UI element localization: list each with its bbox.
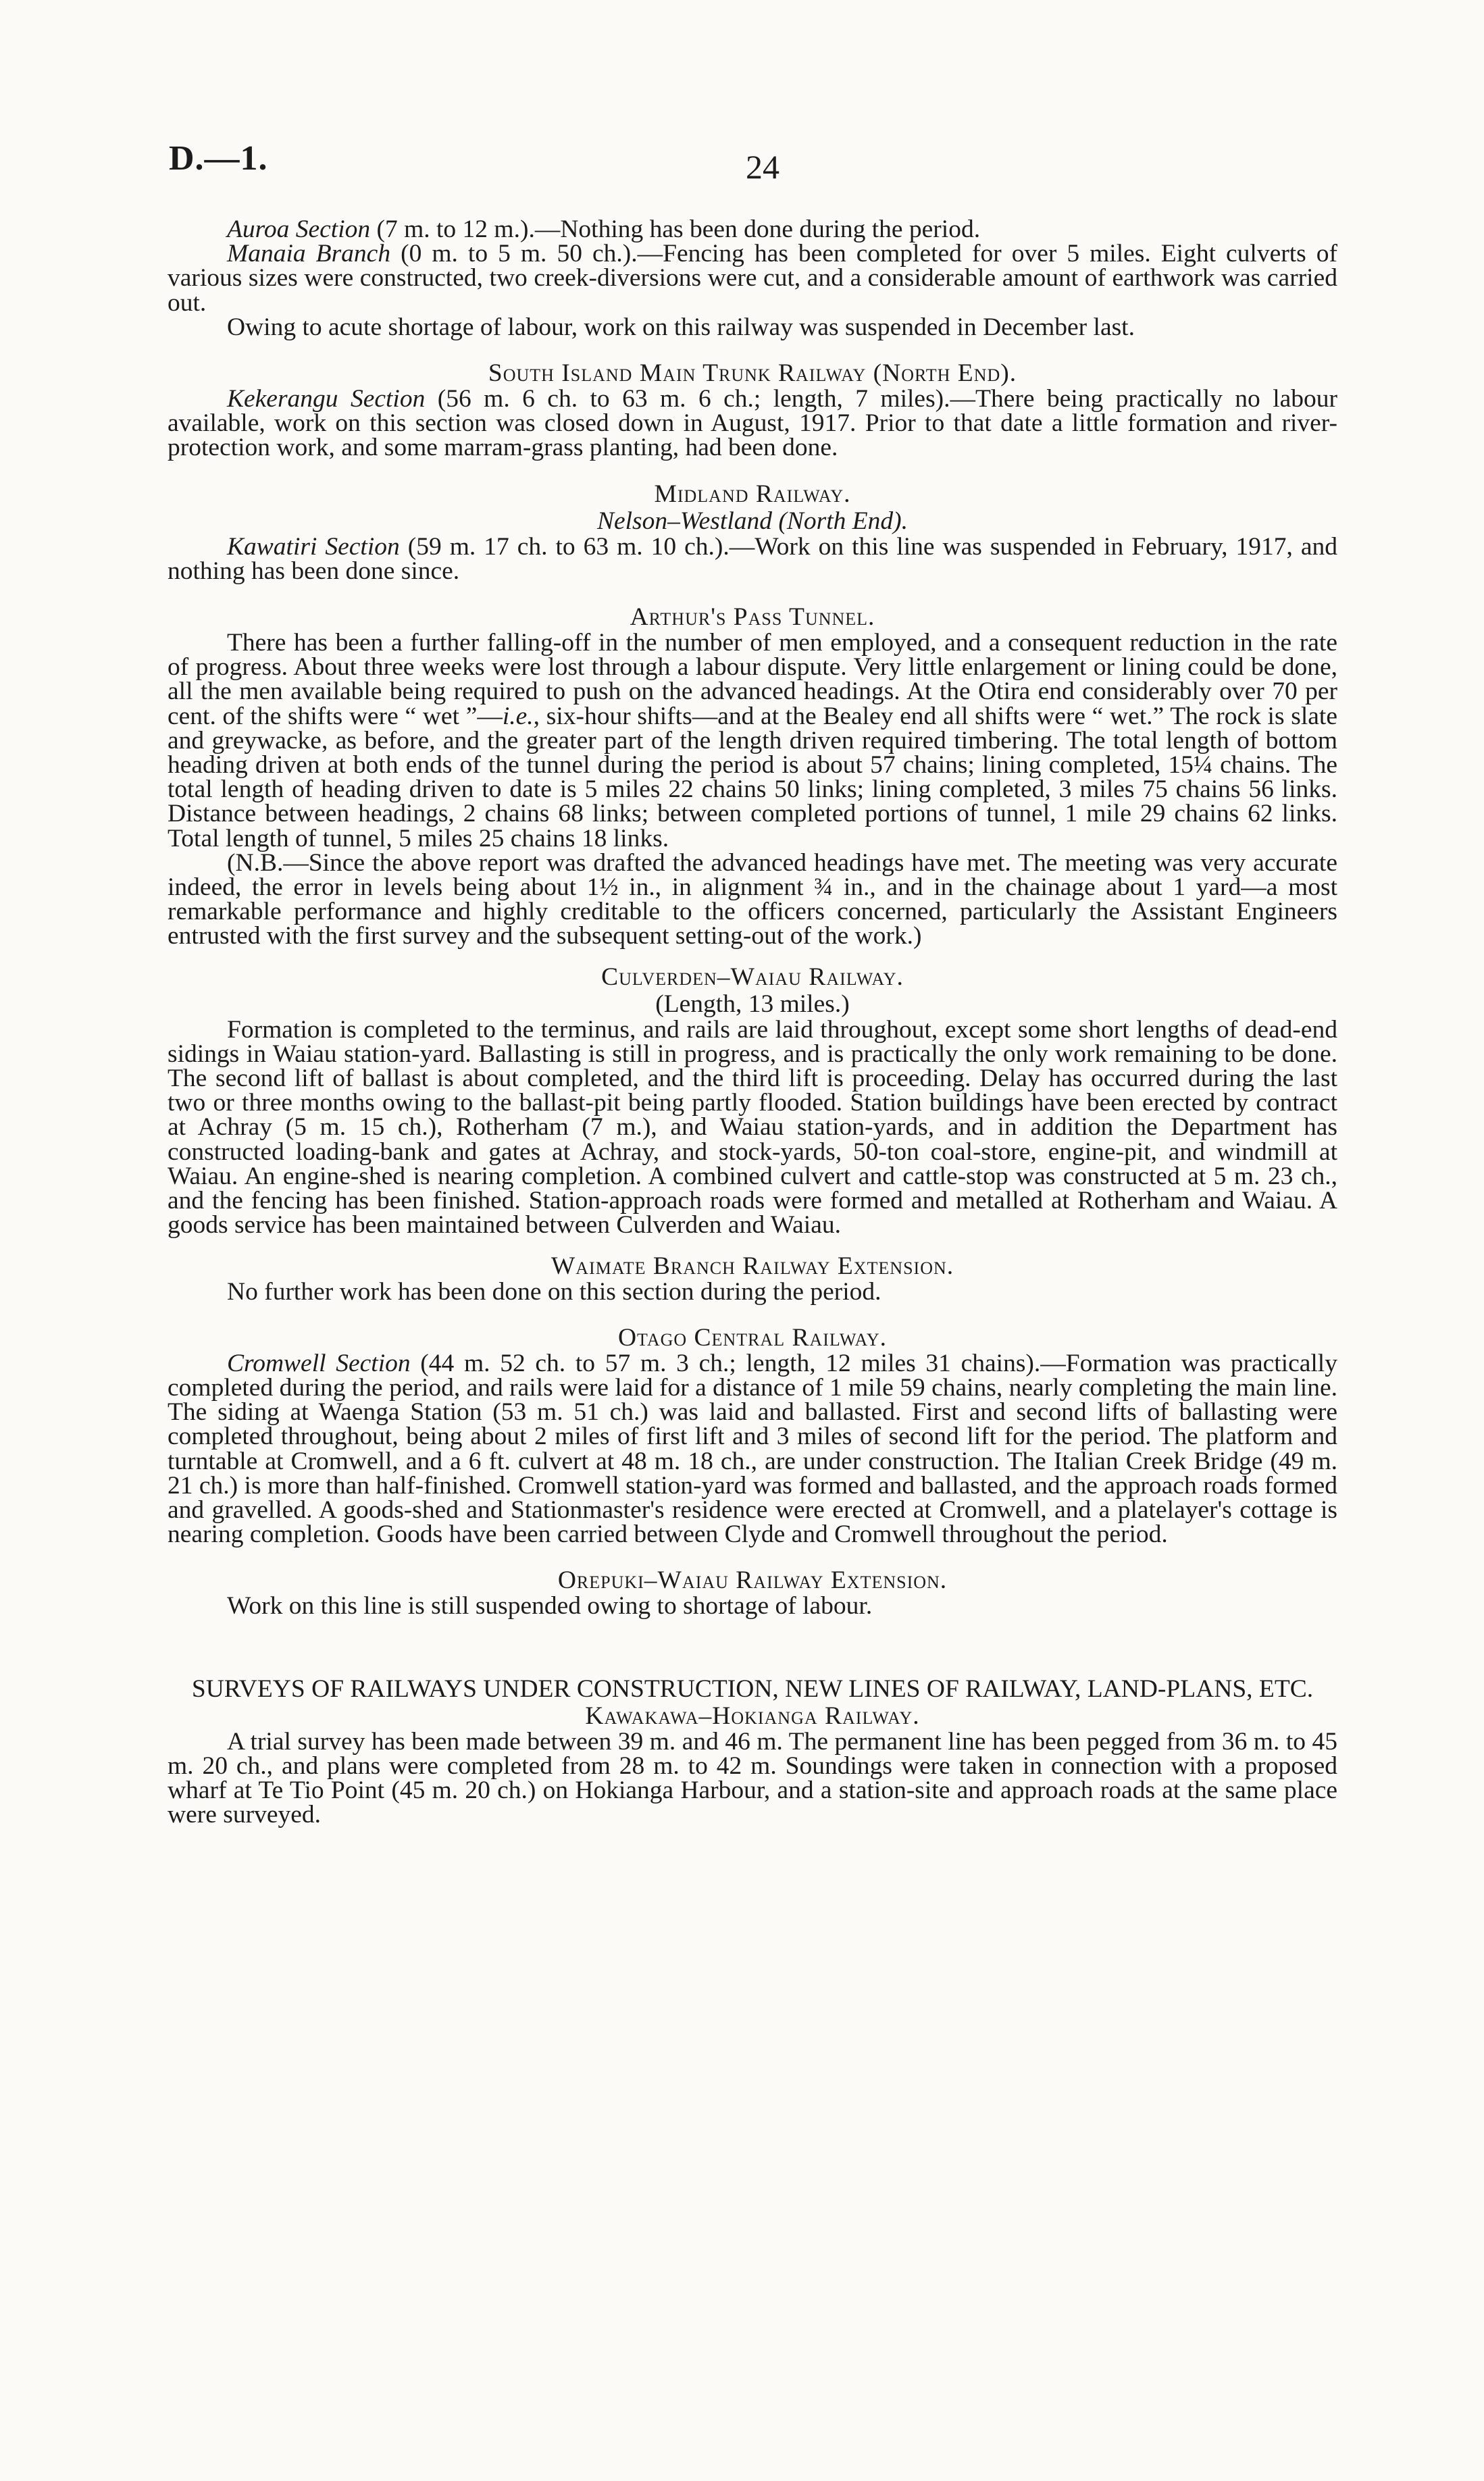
kawakawa-paragraph: A trial survey has been made between 39 m. and 46 m. The permanent line has been pegged from 36 m. to 45 m. 20 ch., and plans were completed from 28 m. to 42 m. Soundings were taken in connection with a proposed wharf at Te Tio Point (45 m. 20 ch.) on Hokianga Harbour, and a station-site and approach roads at the same place were surveyed. [168, 1727, 1337, 1829]
kawakawa-heading: Kawakawa–Hokianga Railway. [585, 1702, 920, 1730]
kekerangu-title: Kekerangu Section [227, 385, 426, 413]
culverden-heading: Culverden–Waiau Railway. [601, 963, 904, 991]
culverden-paragraph: Formation is completed to the terminus, and rails are laid throughout, except some short lengths of dead-end sidings in Waiau station-yard. Ballasting is still in progress, and is practically the only work remaining to be done. The second lift of ballast is about completed, and the third lift is proceeding. Delay has occurred during the last two or three months owing to the ballast-pit being partly flooded. Station buildings have been erected by contract at Achray (5 m. 15 ch.), Rotherham (7 m.), and Waiau station-yards, and in addition the Department has constructed loading-bank and gates at Achray, and stock-yards, 50-ton coal-store, engine-pit, and windmill at Waiau. An engine-shed is nearing completion. A combined culvert and cattle-stop was constructed at 5 m. 23 ch., and the fencing has been finished. Station-approach roads were formed and metalled at Rotherham and Waiau. A goods service has been maintained between Culverden and Waiau. [168, 1015, 1337, 1239]
auroa-paragraph [168, 215, 1337, 243]
manaia-paragraph [168, 242, 1337, 315]
arthurs-pass-note: (N.B.—Since the above report was drafted the advanced headings have met. The meeting was very accurate indeed, the error in levels being about 1½ in., in alignment ¾ in., and in the chainage about 1 yard—a most remarkable performance and highly creditable to the officers concerned, particularly the Assistant Engineers entrusted with the first survey and the subsequent setting-out of the work.) [168, 848, 1337, 950]
culverden-length: (Length, 13 miles.) [655, 990, 850, 1018]
cromwell-text: (44 m. 52 ch. to 57 m. 3 ch.; length, 12 miles 31 chains).—Formation was practically completed during the period, and rails were laid for a distance of 1 mile 59 chains, nearly completing the main line. The siding at Waenga Station (53 m. 51 ch.) was laid and ballasted. First and second lifts of ballasting were completed throughout, being about 2 miles of first lift and 3 miles of second lift for the period. The platform and turntable at Cromwell, and a 6 ft. culvert at 48 m. 18 ch., are under construction. The Italian Creek Bridge (49 m. 21 ch.) is more than half-finished. Cromwell station-yard was formed and ballasted, and the approach roads formed and gravelled. A goods-shed and Stationmaster's residence were erected at Cromwell, and a platelayer's cottage is nearing completion. Goods have been carried between Clyde and Cromwell throughout the period. [168, 1349, 1337, 1549]
orepuki-heading: Orepuki–Waiau Railway Extension. [557, 1566, 948, 1595]
cromwell-title: Cromwell Section [227, 1349, 411, 1377]
midland-heading: Midland Railway. [654, 480, 851, 508]
owing-paragraph: Owing to acute shortage of labour, work on this railway was suspended in December last. [227, 313, 1135, 341]
kawatiri-paragraph [168, 532, 1338, 585]
arthurs-pass-heading: Arthur's Pass Tunnel. [630, 603, 875, 632]
orepuki-paragraph: Work on this line is still suspended owing to shortage of labour. [227, 1592, 873, 1620]
document-reference: D.—1. [169, 139, 268, 178]
kawatiri-text: (59 m. 17 ch. to 63 m. 10 ch.).—Work on this line was suspended in February, 1917, and nothing has been done since. [168, 532, 1338, 585]
kekerangu-text: (56 m. 6 ch. to 63 m. 6 ch.; length, 7 miles).—There being practically no labour available, work on this section was closed down in August, 1917. Prior to that date a little formation and river-protection work, and some marram-grass planting, had been done. [168, 385, 1338, 462]
manaia-title: Manaia Branch [227, 240, 391, 268]
south-island-heading: South Island Main Trunk Railway (North End). [488, 359, 1017, 388]
arthurs-pass-paragraph [168, 631, 1337, 851]
auroa-text: (7 m. to 12 m.).—Nothing has been done during the period. [370, 215, 981, 243]
auroa-title: Auroa Section [227, 215, 371, 243]
manaia-text: (0 m. to 5 m. 50 ch.).—Fencing has been completed for over 5 miles. Eight culverts of various sizes were constructed, two creek-diversions were cut, and a considerable amount of earthwork was carried out. [168, 240, 1337, 317]
surveys-heading: SURVEYS OF RAILWAYS UNDER CONSTRUCTION, NEW LINES OF RAILWAY, LAND-PLANS, ETC. [191, 1674, 1314, 1703]
page-number: 24 [746, 148, 779, 186]
cromwell-paragraph [168, 1349, 1337, 1549]
otago-heading: Otago Central Railway. [617, 1323, 888, 1352]
document-body [168, 215, 1338, 1829]
midland-subheading: Nelson–Westland (North End). [596, 507, 909, 535]
waimate-paragraph: No further work has been done on this section during the period. [227, 1277, 881, 1306]
kekerangu-paragraph [168, 387, 1337, 461]
arthurs-text-b: , six-hour shifts—and at the Bealey end all shifts were “ wet.” The rock is slate and greywacke, as before, and the greater part of the length driven required timbering. The total length of bottom heading driven at both ends of the tunnel during the period is about 57 chains; lining completed, 15¼ chains. The total length of heading driven to date is 5 miles 22 chains 50 links; lining completed, 3 miles 75 chains 56 links. Distance between headings, 2 chains 68 links; between completed portions of tunnel, 1 mile 29 chains 62 links. Total length of tunnel, 5 miles 25 chains 18 links. [168, 702, 1337, 852]
waimate-heading: Waimate Branch Railway Extension. [551, 1252, 954, 1280]
arthurs-text-a: There has been a further falling-off in the number of men employed, and a consequent reduction in the rate of progress. About three weeks were lost through a labour dispute. Very little enlargement or lining could be done, all the men available being required to push on the advanced headings. At the Otira end considerably over 70 per cent. of the shifts were “ wet ”— [168, 629, 1337, 730]
arthurs-ie: i.e. [502, 702, 534, 730]
kawatiri-title: Kawatiri Section [227, 532, 400, 561]
